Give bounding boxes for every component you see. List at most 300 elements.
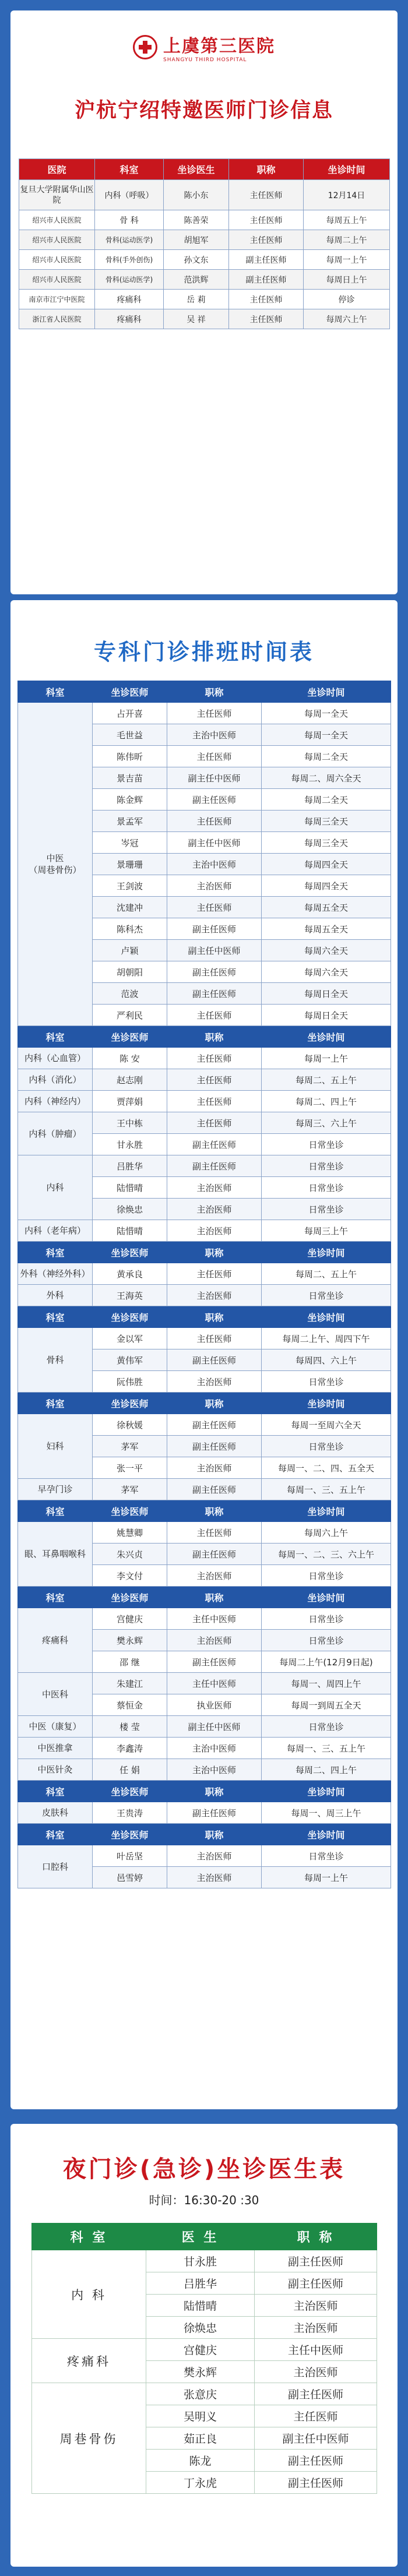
dept-cell: 疼痛科 [18, 1608, 93, 1673]
dept-cell: 口腔科 [18, 1845, 93, 1888]
title-cell: 主治医师 [167, 1457, 262, 1479]
doctor-name: 贾萍娟 [93, 1091, 167, 1112]
table-row [19, 210, 390, 230]
column-header: 职称 [167, 1393, 262, 1414]
title-cell: 副主任中医师 [167, 940, 262, 961]
time-cell: 每周三、六上午 [262, 1112, 391, 1134]
doctor-name: 张意庆 [146, 2383, 255, 2405]
table-row [18, 1414, 391, 1436]
table-cell: 陈善荣 [164, 210, 229, 230]
column-header: 科室 [18, 1781, 93, 1802]
dept-cell: 内 科 [32, 2250, 146, 2339]
doctor-name: 徐焕忠 [146, 2317, 255, 2339]
time-cell: 每周一、三、五上午 [262, 1738, 391, 1759]
title-cell: 副主任医师 [167, 1802, 262, 1824]
doctor-name: 甘永胜 [146, 2250, 255, 2272]
table-cell: 骨科(手外创伤) [95, 250, 164, 270]
table-cell: 骨科(运动医学) [95, 230, 164, 250]
dept-cell: 中医推拿 [18, 1738, 93, 1759]
doctor-name: 景珊珊 [93, 854, 167, 875]
doctor-name: 姚慧卿 [93, 1522, 167, 1544]
doctor-name: 吕胜华 [93, 1155, 167, 1177]
table-header-row [19, 159, 390, 180]
table-row [18, 1155, 391, 1177]
doctor-name: 张一平 [93, 1457, 167, 1479]
table-row [18, 1608, 391, 1630]
group-header-row [18, 1306, 391, 1328]
time-cell: 每周日全天 [262, 1005, 391, 1026]
column-header: 职称 [167, 1026, 262, 1048]
doctor-name: 黄承良 [93, 1263, 167, 1285]
doctor-name: 樊永辉 [146, 2361, 255, 2383]
doctor-name: 李文付 [93, 1565, 167, 1587]
time-cell: 每周日全天 [262, 983, 391, 1005]
red-cross-icon [133, 35, 157, 59]
column-header: 职称 [167, 1587, 262, 1608]
doctor-name: 占开喜 [93, 703, 167, 724]
doctor-name: 黄伟军 [93, 1349, 167, 1371]
title-cell: 主治医师 [167, 1565, 262, 1587]
column-header: 科 室 [32, 2223, 146, 2250]
dept-cell: 中医针灸 [18, 1759, 93, 1781]
column-header: 坐诊医师 [93, 1500, 167, 1522]
table-cell: 每周六上午 [304, 309, 390, 329]
title-cell: 主任医师 [167, 1263, 262, 1285]
doctor-name: 毛世益 [93, 724, 167, 746]
table-row [19, 309, 390, 329]
dept-cell: 外科 [18, 1285, 93, 1306]
column-header: 坐诊时间 [262, 1587, 391, 1608]
column-header: 坐诊医师 [93, 1393, 167, 1414]
column-header: 坐诊医师 [93, 1587, 167, 1608]
dept-cell: 周巷骨伤 [32, 2383, 146, 2494]
column-header: 坐诊医师 [93, 1781, 167, 1802]
title-cell: 主任医师 [167, 1091, 262, 1112]
table-cell: 疼痛科 [95, 309, 164, 329]
time-cell: 每周一全天 [262, 703, 391, 724]
dept-cell: 骨科 [18, 1328, 93, 1393]
doctor-name: 陈金辉 [93, 789, 167, 810]
time-cell: 每周六全天 [262, 961, 391, 983]
doctor-name: 朱建江 [93, 1673, 167, 1694]
title-cell: 主治医师 [255, 2317, 377, 2339]
table-cell: 疼痛科 [95, 290, 164, 309]
time-cell: 每周一到周五全天 [262, 1694, 391, 1716]
table-cell: 绍兴市人民医院 [19, 270, 95, 290]
column-header: 坐诊时间 [262, 681, 391, 703]
doctor-name: 茅军 [93, 1479, 167, 1500]
column-header: 科室 [18, 1026, 93, 1048]
time-cell: 日常坐诊 [262, 1285, 391, 1306]
title-cell: 副主任医师 [167, 1155, 262, 1177]
column-header: 职称 [167, 1500, 262, 1522]
time-cell: 每周一至周六全天 [262, 1414, 391, 1436]
column-header: 科室 [95, 159, 164, 180]
table-row [18, 1328, 391, 1349]
title-cell: 副主任医师 [167, 961, 262, 983]
title-cell: 主治医师 [167, 1285, 262, 1306]
column-header: 坐诊医师 [93, 1824, 167, 1845]
column-header: 坐诊医师 [93, 681, 167, 703]
column-header: 职称 [167, 1306, 262, 1328]
title-cell: 副主任医师 [255, 2272, 377, 2295]
table-row [18, 1716, 391, 1738]
column-header: 科室 [18, 1306, 93, 1328]
title-cell: 主治医师 [167, 1845, 262, 1867]
title-cell: 主治医师 [167, 1220, 262, 1242]
time-cell: 日常坐诊 [262, 1845, 391, 1867]
table-row [19, 290, 390, 309]
dept-cell: 内科（消化） [18, 1069, 93, 1091]
specialist-info-title: 沪杭宁绍特邀医师门诊信息 [74, 99, 333, 122]
doctor-name: 徐秋媛 [93, 1414, 167, 1436]
dept-cell: 中医 （周巷骨伤） [18, 703, 93, 1026]
table-cell: 12月14日 [304, 180, 390, 210]
table-row [18, 703, 391, 724]
column-header: 科室 [18, 1242, 93, 1263]
doctor-name: 朱兴贞 [93, 1544, 167, 1565]
column-header: 科室 [18, 681, 93, 703]
column-header: 坐诊时间 [262, 1393, 391, 1414]
time-cell: 日常坐诊 [262, 1134, 391, 1155]
table-row [18, 1263, 391, 1285]
doctor-name: 陆惜晴 [93, 1177, 167, 1199]
column-header: 坐诊医师 [93, 1242, 167, 1263]
title-cell: 主治中医师 [167, 1759, 262, 1781]
title-cell: 主任医师 [167, 810, 262, 832]
title-cell: 主治中医师 [167, 854, 262, 875]
table-row [19, 180, 390, 210]
title-cell: 主任医师 [167, 1069, 262, 1091]
time-cell: 每周五全天 [262, 918, 391, 940]
table-cell: 范洪辉 [164, 270, 229, 290]
title-cell: 主任医师 [167, 746, 262, 767]
table-cell: 陈小东 [164, 180, 229, 210]
title-cell: 主任医师 [167, 1328, 262, 1349]
table-cell: 每周五上午 [304, 210, 390, 230]
column-header: 职称 [167, 681, 262, 703]
table-cell: 浙江省人民医院 [19, 309, 95, 329]
time-cell: 每周一全天 [262, 724, 391, 746]
time-cell: 每周六全天 [262, 940, 391, 961]
column-header: 坐诊时间 [304, 159, 390, 180]
table-row [18, 1069, 391, 1091]
time-cell: 每周五全天 [262, 897, 391, 918]
night-clinic-table [31, 2223, 377, 2494]
title-cell: 主任医师 [167, 1112, 262, 1134]
time-cell: 每周四全天 [262, 854, 391, 875]
time-cell: 每周一上午 [262, 1048, 391, 1069]
time-cell: 每周二、五上午 [262, 1069, 391, 1091]
column-header: 科室 [18, 1393, 93, 1414]
group-header-row [18, 1824, 391, 1845]
title-cell: 副主任医师 [167, 918, 262, 940]
group-header-row [18, 681, 391, 703]
doctor-name: 景孟军 [93, 810, 167, 832]
doctor-name: 胡朝阳 [93, 961, 167, 983]
column-header: 医 生 [146, 2223, 255, 2250]
group-header-row [18, 1242, 391, 1263]
table-cell: 主任医师 [229, 210, 304, 230]
table-row [19, 230, 390, 250]
doctor-name: 陈伟昕 [93, 746, 167, 767]
title-cell: 副主任中医师 [167, 1716, 262, 1738]
column-header: 坐诊时间 [262, 1781, 391, 1802]
dept-cell: 内科（心血管） [18, 1048, 93, 1069]
time-cell: 每周三全天 [262, 832, 391, 854]
title-cell: 执业医师 [167, 1694, 262, 1716]
table-header-row [32, 2223, 377, 2250]
dept-cell: 中医科 [18, 1673, 93, 1716]
doctor-name: 邑雪婷 [93, 1867, 167, 1888]
title-cell: 副主任医师 [255, 2472, 377, 2494]
time-cell: 每周一、周四上午 [262, 1673, 391, 1694]
table-row [18, 1673, 391, 1694]
doctor-name: 吴明义 [146, 2405, 255, 2427]
time-cell: 每周二全天 [262, 746, 391, 767]
time-cell: 每周二、周六全天 [262, 767, 391, 789]
title-cell: 副主任医师 [167, 1479, 262, 1500]
table-cell: 内科（呼吸） [95, 180, 164, 210]
hospital-name-en: SHANGYU THIRD HOSPITAL [163, 57, 247, 63]
hospital-header-card [10, 10, 398, 594]
title-cell: 副主任医师 [167, 1134, 262, 1155]
title-cell: 主治中医师 [167, 724, 262, 746]
title-cell: 副主任医师 [167, 1349, 262, 1371]
table-cell: 孙文东 [164, 250, 229, 270]
time-cell: 每周四、六上午 [262, 1349, 391, 1371]
table-cell: 主任医师 [229, 309, 304, 329]
table-row [32, 2339, 377, 2361]
time-cell: 日常坐诊 [262, 1630, 391, 1651]
table-row [18, 1285, 391, 1306]
table-cell: 每周日上午 [304, 270, 390, 290]
doctor-name: 楼 莹 [93, 1716, 167, 1738]
time-cell: 每周二、四上午 [262, 1091, 391, 1112]
doctor-name: 范波 [93, 983, 167, 1005]
title-cell: 副主任医师 [255, 2450, 377, 2472]
table-cell: 骨科(运动医学) [95, 270, 164, 290]
doctor-name: 宫健庆 [146, 2339, 255, 2361]
title-cell: 主治医师 [167, 875, 262, 897]
title-cell: 副主任医师 [167, 1414, 262, 1436]
title-cell: 副主任中医师 [167, 832, 262, 854]
title-cell: 主治医师 [255, 2361, 377, 2383]
doctor-name: 王剑波 [93, 875, 167, 897]
table-row [18, 1048, 391, 1069]
dept-cell: 疼痛科 [32, 2339, 146, 2383]
time-cell: 每周一上午 [262, 1867, 391, 1888]
time-cell: 每周三上午 [262, 1220, 391, 1242]
column-header: 坐诊医师 [93, 1026, 167, 1048]
time-cell: 日常坐诊 [262, 1371, 391, 1393]
doctor-name: 岑冠 [93, 832, 167, 854]
group-header-row [18, 1026, 391, 1048]
column-header: 坐诊时间 [262, 1026, 391, 1048]
table-row [32, 2383, 377, 2405]
column-header: 坐诊医生 [164, 159, 229, 180]
table-cell: 每周一上午 [304, 250, 390, 270]
column-header: 坐诊医师 [93, 1306, 167, 1328]
column-header: 坐诊时间 [262, 1242, 391, 1263]
doctor-name: 阮伟胜 [93, 1371, 167, 1393]
title-cell: 副主任医师 [167, 1436, 262, 1457]
time-cell: 每周二、五上午 [262, 1263, 391, 1285]
title-cell: 副主任中医师 [167, 767, 262, 789]
doctor-name: 吕胜华 [146, 2272, 255, 2295]
dept-cell: 早孕门诊 [18, 1479, 93, 1500]
table-cell: 胡旭军 [164, 230, 229, 250]
time-cell: 每周一、二、三、六上午 [262, 1544, 391, 1565]
title-cell: 主任医师 [167, 1005, 262, 1026]
table-row [18, 1845, 391, 1867]
title-cell: 副主任医师 [167, 1544, 262, 1565]
night-clinic-card [10, 2124, 398, 2567]
doctor-name: 徐焕忠 [93, 1199, 167, 1220]
column-header: 科室 [18, 1824, 93, 1845]
title-cell: 主任医师 [255, 2405, 377, 2427]
time-cell: 日常坐诊 [262, 1199, 391, 1220]
column-header: 科室 [18, 1587, 93, 1608]
column-header: 职称 [167, 1824, 262, 1845]
doctor-name: 王海英 [93, 1285, 167, 1306]
group-header-row [18, 1781, 391, 1802]
group-header-row [18, 1500, 391, 1522]
doctor-name: 陈科杰 [93, 918, 167, 940]
table-cell: 副主任医师 [229, 250, 304, 270]
title-cell: 主任医师 [167, 1048, 262, 1069]
group-header-row [18, 1393, 391, 1414]
table-cell: 主任医师 [229, 230, 304, 250]
doctor-name: 叶岳坚 [93, 1845, 167, 1867]
column-header: 职称 [167, 1781, 262, 1802]
title-cell: 主治医师 [167, 1177, 262, 1199]
table-cell: 停诊 [304, 290, 390, 309]
column-header: 职称 [167, 1242, 262, 1263]
table-row [18, 1112, 391, 1134]
title-cell: 副主任医师 [167, 789, 262, 810]
title-cell: 副主任医师 [167, 1651, 262, 1673]
dept-cell: 外科（神经外科） [18, 1263, 93, 1285]
table-cell: 岳 莉 [164, 290, 229, 309]
time-cell: 每周一、周三上午 [262, 1802, 391, 1824]
table-row [19, 250, 390, 270]
title-cell: 副主任医师 [255, 2383, 377, 2405]
title-cell: 主治医师 [255, 2295, 377, 2317]
doctor-name: 景吉苗 [93, 767, 167, 789]
time-cell: 每周六上午 [262, 1522, 391, 1544]
time-cell: 日常坐诊 [262, 1565, 391, 1587]
column-header: 科室 [18, 1500, 93, 1522]
doctor-name: 茹正良 [146, 2427, 255, 2450]
doctor-name: 严利民 [93, 1005, 167, 1026]
time-cell: 日常坐诊 [262, 1436, 391, 1457]
specialist-table [19, 158, 390, 329]
doctor-name: 卢颖 [93, 940, 167, 961]
title-cell: 主任中医师 [167, 1673, 262, 1694]
doctor-name: 金以军 [93, 1328, 167, 1349]
time-cell: 每周三全天 [262, 810, 391, 832]
table-cell: 主任医师 [229, 290, 304, 309]
title-cell: 主任中医师 [255, 2339, 377, 2361]
table-row [19, 270, 390, 290]
table-cell: 每周二上午 [304, 230, 390, 250]
doctor-name: 赵志刚 [93, 1069, 167, 1091]
table-cell: 骨 科 [95, 210, 164, 230]
title-cell: 主治医师 [167, 1371, 262, 1393]
time-cell: 每周一、三、五上午 [262, 1479, 391, 1500]
table-row [18, 1220, 391, 1242]
doctor-name: 陈龙 [146, 2450, 255, 2472]
title-cell: 主任医师 [167, 703, 262, 724]
table-row [18, 1738, 391, 1759]
time-cell: 日常坐诊 [262, 1155, 391, 1177]
dept-cell: 眼、耳鼻咽喉科 [18, 1522, 93, 1587]
table-cell: 绍兴市人民医院 [19, 210, 95, 230]
title-cell: 主治中医师 [167, 1738, 262, 1759]
doctor-name: 邵 继 [93, 1651, 167, 1673]
doctor-name: 陈 安 [93, 1048, 167, 1069]
table-cell: 绍兴市人民医院 [19, 250, 95, 270]
group-header-row [18, 1587, 391, 1608]
doctor-name: 蔡恒金 [93, 1694, 167, 1716]
column-header: 坐诊时间 [262, 1500, 391, 1522]
doctor-name: 沈建冲 [93, 897, 167, 918]
doctor-name: 陆惜晴 [93, 1220, 167, 1242]
table-cell: 吴 祥 [164, 309, 229, 329]
table-row [18, 1802, 391, 1824]
doctor-name: 甘永胜 [93, 1134, 167, 1155]
title-cell: 主治医师 [167, 1867, 262, 1888]
doctor-name: 任 娟 [93, 1759, 167, 1781]
table-cell: 绍兴市人民医院 [19, 230, 95, 250]
doctor-name: 樊永辉 [93, 1630, 167, 1651]
doctor-name: 王贵涛 [93, 1802, 167, 1824]
night-clinic-time: 时间：16:30-20 :30 [149, 2193, 259, 2207]
doctor-name: 茅军 [93, 1436, 167, 1457]
title-cell: 副主任中医师 [255, 2427, 377, 2450]
time-cell: 每周二、四上午 [262, 1759, 391, 1781]
dept-cell: 内科 [18, 1155, 93, 1220]
schedule-card [10, 600, 398, 2109]
title-cell: 主任医师 [167, 897, 262, 918]
table-row [18, 1091, 391, 1112]
time-cell: 每周二全天 [262, 789, 391, 810]
column-header: 职称 [229, 159, 304, 180]
column-header: 坐诊时间 [262, 1306, 391, 1328]
table-row [32, 2250, 377, 2272]
table-cell: 副主任医师 [229, 270, 304, 290]
column-header: 坐诊时间 [262, 1824, 391, 1845]
doctor-name: 李鑫涛 [93, 1738, 167, 1759]
time-cell: 日常坐诊 [262, 1608, 391, 1630]
doctor-name: 丁永虎 [146, 2472, 255, 2494]
schedule-title: 专科门诊排班时间表 [93, 639, 314, 665]
table-row [18, 1522, 391, 1544]
table-row [18, 1759, 391, 1781]
title-cell: 主任中医师 [167, 1608, 262, 1630]
hospital-name-cn: 上虞第三医院 [163, 36, 275, 57]
time-cell: 每周一、二、四、五全天 [262, 1457, 391, 1479]
title-cell: 主治医师 [167, 1199, 262, 1220]
hospital-logo [10, 10, 398, 63]
column-header: 医院 [19, 159, 95, 180]
doctor-name: 陆惜晴 [146, 2295, 255, 2317]
time-cell: 每周四全天 [262, 875, 391, 897]
dept-cell: 妇科 [18, 1414, 93, 1479]
title-cell: 主任医师 [167, 1522, 262, 1544]
table-cell: 主任医师 [229, 180, 304, 210]
